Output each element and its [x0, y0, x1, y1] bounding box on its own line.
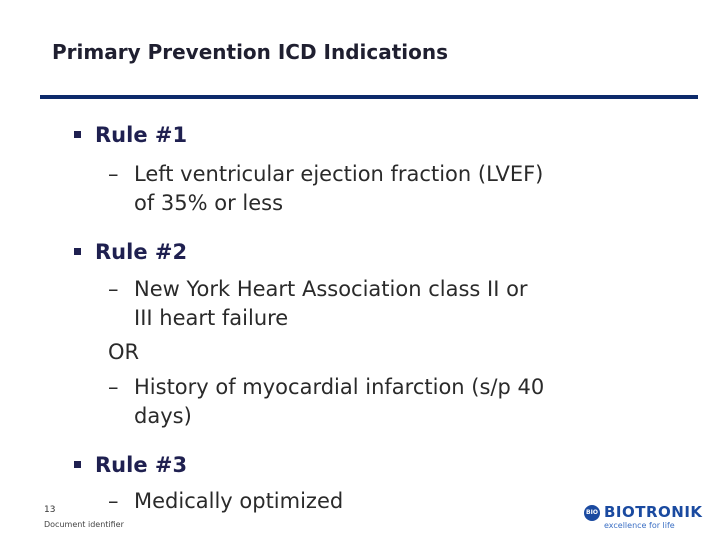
rule-2-detail-b-line-1	[108, 373, 544, 402]
rule-3-detail-text-1: Medically optimized	[134, 489, 344, 513]
logo-emblem-icon: BIO	[584, 505, 600, 521]
rule-1-detail-line-1	[108, 160, 543, 189]
rule-2-heading	[74, 240, 187, 264]
rule-1-heading-text: Rule #1	[95, 123, 188, 147]
rule-3-detail-line-1	[108, 487, 343, 516]
rule-3-heading	[74, 453, 187, 477]
dash-mark: –	[108, 162, 119, 186]
logo-tagline: excellence for life	[604, 521, 675, 530]
rule-3-heading-text: Rule #3	[95, 453, 188, 477]
page-number: 13	[44, 505, 56, 515]
rule-2-heading-text: Rule #2	[95, 240, 188, 264]
rule-1-heading	[74, 123, 187, 147]
rule-2-detail-b-line-2: days)	[134, 404, 192, 428]
bullet-square-icon	[74, 461, 81, 468]
dash-mark: –	[108, 489, 119, 513]
dash-mark: –	[108, 277, 119, 301]
rule-2-detail-a-line-1	[108, 275, 528, 304]
rule-2-or-connector: OR	[108, 340, 140, 364]
rule-2-detail-a-line-2: III heart failure	[134, 306, 289, 330]
slide-title: Primary Prevention ICD Indications	[52, 40, 449, 64]
logo-wordmark: BIOTRONIK	[604, 503, 703, 521]
rule-1-detail-line-2: of 35% or less	[134, 191, 284, 215]
rule-2-detail-b-text-1: History of myocardial infarction (s/p 40	[134, 375, 545, 399]
rule-2-detail-a-text-1: New York Heart Association class II or	[134, 277, 528, 301]
title-underline-right	[430, 95, 698, 99]
document-identifier: Document identifier	[44, 520, 124, 529]
bullet-square-icon	[74, 248, 81, 255]
rule-1-detail-text-1: Left ventricular ejection fraction (LVEF)	[134, 162, 544, 186]
title-underline-left	[40, 95, 432, 99]
biotronik-logo	[584, 503, 704, 533]
bullet-square-icon	[74, 131, 81, 138]
dash-mark: –	[108, 375, 119, 399]
